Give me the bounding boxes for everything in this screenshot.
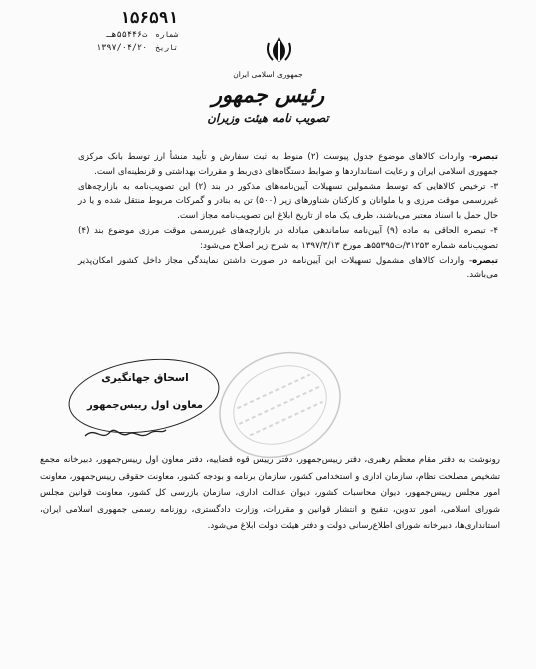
letter-date [28,43,178,53]
paragraph-note-1 [78,150,498,180]
iran-emblem-icon [264,35,294,65]
paragraph-note-2 [78,254,498,284]
number-label: شماره [155,30,178,39]
document-meta [28,8,178,53]
serial-number: ۱۵۶۵۹۱ [120,8,178,27]
document-body [78,150,498,283]
header-cabinet: تصویب نامه هیئت وزیران [207,111,329,125]
header-republic: جمهوری اسلامی ایران [233,70,303,79]
number-value: ت۵۵۴۴۶هـ [106,30,148,40]
signatory-title: معاون اول رییس‌جمهور [87,400,203,411]
signature-block [60,360,250,450]
distribution-list: رونوشت به دفتر مقام معظم رهبری، دفتر رییس‌جمهور، دفتر رییس قوه قضاییه، دفتر معاون اول رییس‌جمهور، دبیرخانه مجمع تشخیص مصلحت نظام، سازمان اداری و استخدامی کشور، سازمان برنامه و بودجه کشور، معاونت حقوقی رییس‌جمهور، معاونت امور مجلس رییس‌جمهور، دیوان محاسبات کشور، دیوان عدالت اداری، سازمان بازرسی کل کشور، معاونت قوانین مجلس شورای اسلامی، امور تدوین، تنقیح و انتشار قوانین و مقررات، وزارت دادگستری، روزنامه رسمی جمهوری اسلامی ایران، استانداری‌ها، دبیرخانه شورای اطلاع‌رسانی دولت و دفتر هیئت دولت ابلاغ می‌شود. [40,455,500,532]
paragraph-clause-4: ۴- تبصره الحاقی به ماده (۹) آیین‌نامه ساماندهی مبادله در بازارچه‌های غیررسمی موقت مرزی موضوع بند (۴) تصویب‌نامه شماره ۳۱۲۵۳/ت۵۵۳۹۵هـ مورخ ۱۳۹۷/۳/۱۳ به شرح زیر اصلاح می‌شود: [78,225,498,251]
note-label: تبصره [472,255,498,266]
signatory-name: اسحاق جهانگیری [101,372,189,384]
letter-number [28,30,178,40]
date-label: تاریخ [155,43,178,52]
paragraph-text: - واردات کالاهای مشمول تسهیلات این آیین‌نامه در صورت داشتن نمایندگی مجاز داخل کشور امکان‌پذیر می‌باشد. [78,255,498,281]
note-label: تبصره [472,152,498,162]
handwritten-signature-icon [80,418,170,446]
date-value: ۱۳۹۷/۰۴/۲۰ [96,43,148,53]
paragraph-text: - واردات کالاهای موضوع جدول پیوست (۲) منوط به ثبت سفارش و تأیید منشأ ارز توسط بانک مرکزی جمهوری اسلامی ایران و رعایت استانداردها و ضوابط دستگاه‌های ذی‌ربط و مقررات بهداشتی و قرنطینه‌ای است. [78,152,498,177]
header-president: رئیس جمهور [211,82,325,107]
paragraph-clause-3: ۳- ترخیص کالاهایی که توسط مشمولین تسهیلات آیین‌نامه‌های مذکور در بند (۲) این تصویب‌نامه به بازارچه‌های غیررسمی موقت مرزی و یا ملوانان و کارکنان شناورهای زیر (۵۰۰) تن به بنادر و گمرکات مربوط منتقل شده و یا در حال حمل با اسناد معتبر می‌باشند، ظرف یک ماه از تاریخ ابلاغ این تصویب‌نامه مجاز است. [78,181,498,222]
